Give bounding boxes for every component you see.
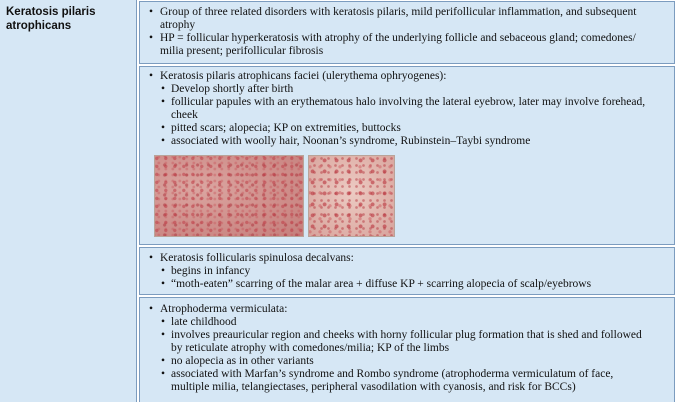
bullet: • [149, 303, 154, 315]
line-text: involves preauricular region and cheeks with horny follicular plug formation that is shed and followed [171, 329, 642, 341]
line-text: follicular papules with an erythematous halo involving the lateral eyebrow, later may involve forehead, [171, 96, 646, 108]
row-header-title-line1: Keratosis pilaris [6, 6, 96, 18]
row-header-cell [0, 0, 137, 402]
bullet: • [161, 355, 166, 367]
content-column [137, 0, 679, 402]
row-header-title-line2: atrophicans [6, 20, 72, 32]
line-text: pitted scars; alopecia; KP on extremities, buttocks [171, 122, 401, 134]
vermiculata-cell [139, 297, 675, 402]
line-text: Develop shortly after birth [171, 83, 294, 95]
line-text: “moth-eaten” scarring of the malar area + diffuse KP + scarring alopecia of scalp/eyebrows [171, 278, 592, 290]
line-text: multiple milia, telangiectases, peripheral vasodilation with cyanosis, and risk for BCCs) [171, 381, 576, 393]
definition-cell [139, 1, 675, 64]
line-text: associated with woolly hair, Noonan’s syndrome, Rubinstein–Taybi syndrome [171, 135, 531, 147]
bullet: • [149, 70, 154, 82]
line-text: atrophy [160, 19, 196, 31]
bullet: • [161, 83, 166, 95]
clinical-photo-1 [154, 155, 304, 237]
bullet: • [161, 265, 166, 277]
line-text: cheek [171, 109, 198, 121]
clinical-photo-2 [308, 155, 395, 237]
spinulosa-cell [139, 247, 675, 295]
bullet: • [161, 368, 166, 380]
bullet: • [149, 252, 154, 264]
line-text: no alopecia as in other variants [171, 355, 314, 367]
bullet: • [161, 122, 166, 134]
row-header-title [6, 5, 132, 33]
line-text: HP = follicular hyperkeratosis with atrophy of the underlying follicle and sebaceous gland; comedones/ [160, 32, 636, 44]
bullet: • [161, 135, 166, 147]
bullet: • [149, 6, 154, 18]
bullet: • [161, 316, 166, 328]
line-text: late childhood [171, 316, 237, 328]
subtype-heading: Atrophoderma vermiculata: [160, 303, 288, 315]
bullet: • [161, 96, 166, 108]
line-text: Group of three related disorders with keratosis pilaris, mild perifollicular inflammation, and subsequent [160, 6, 637, 18]
subtype-heading: Keratosis pilaris atrophicans faciei (ulerythema ophryogenes): [160, 70, 447, 82]
bullet: • [161, 278, 166, 290]
line-text: milia present; perifollicular fibrosis [160, 45, 324, 57]
line-text: begins in infancy [171, 265, 251, 277]
subtype-heading: Keratosis follicularis spinulosa decalvans: [160, 252, 354, 264]
line-text: by reticulate atrophy with comedones/milia; KP of the limbs [171, 342, 450, 354]
line-text: associated with Marfan’s syndrome and Rombo syndrome (atrophoderma vermiculatum of face, [171, 368, 614, 380]
faciei-cell [139, 66, 675, 245]
bullet: • [149, 32, 154, 44]
bullet: • [161, 329, 166, 341]
